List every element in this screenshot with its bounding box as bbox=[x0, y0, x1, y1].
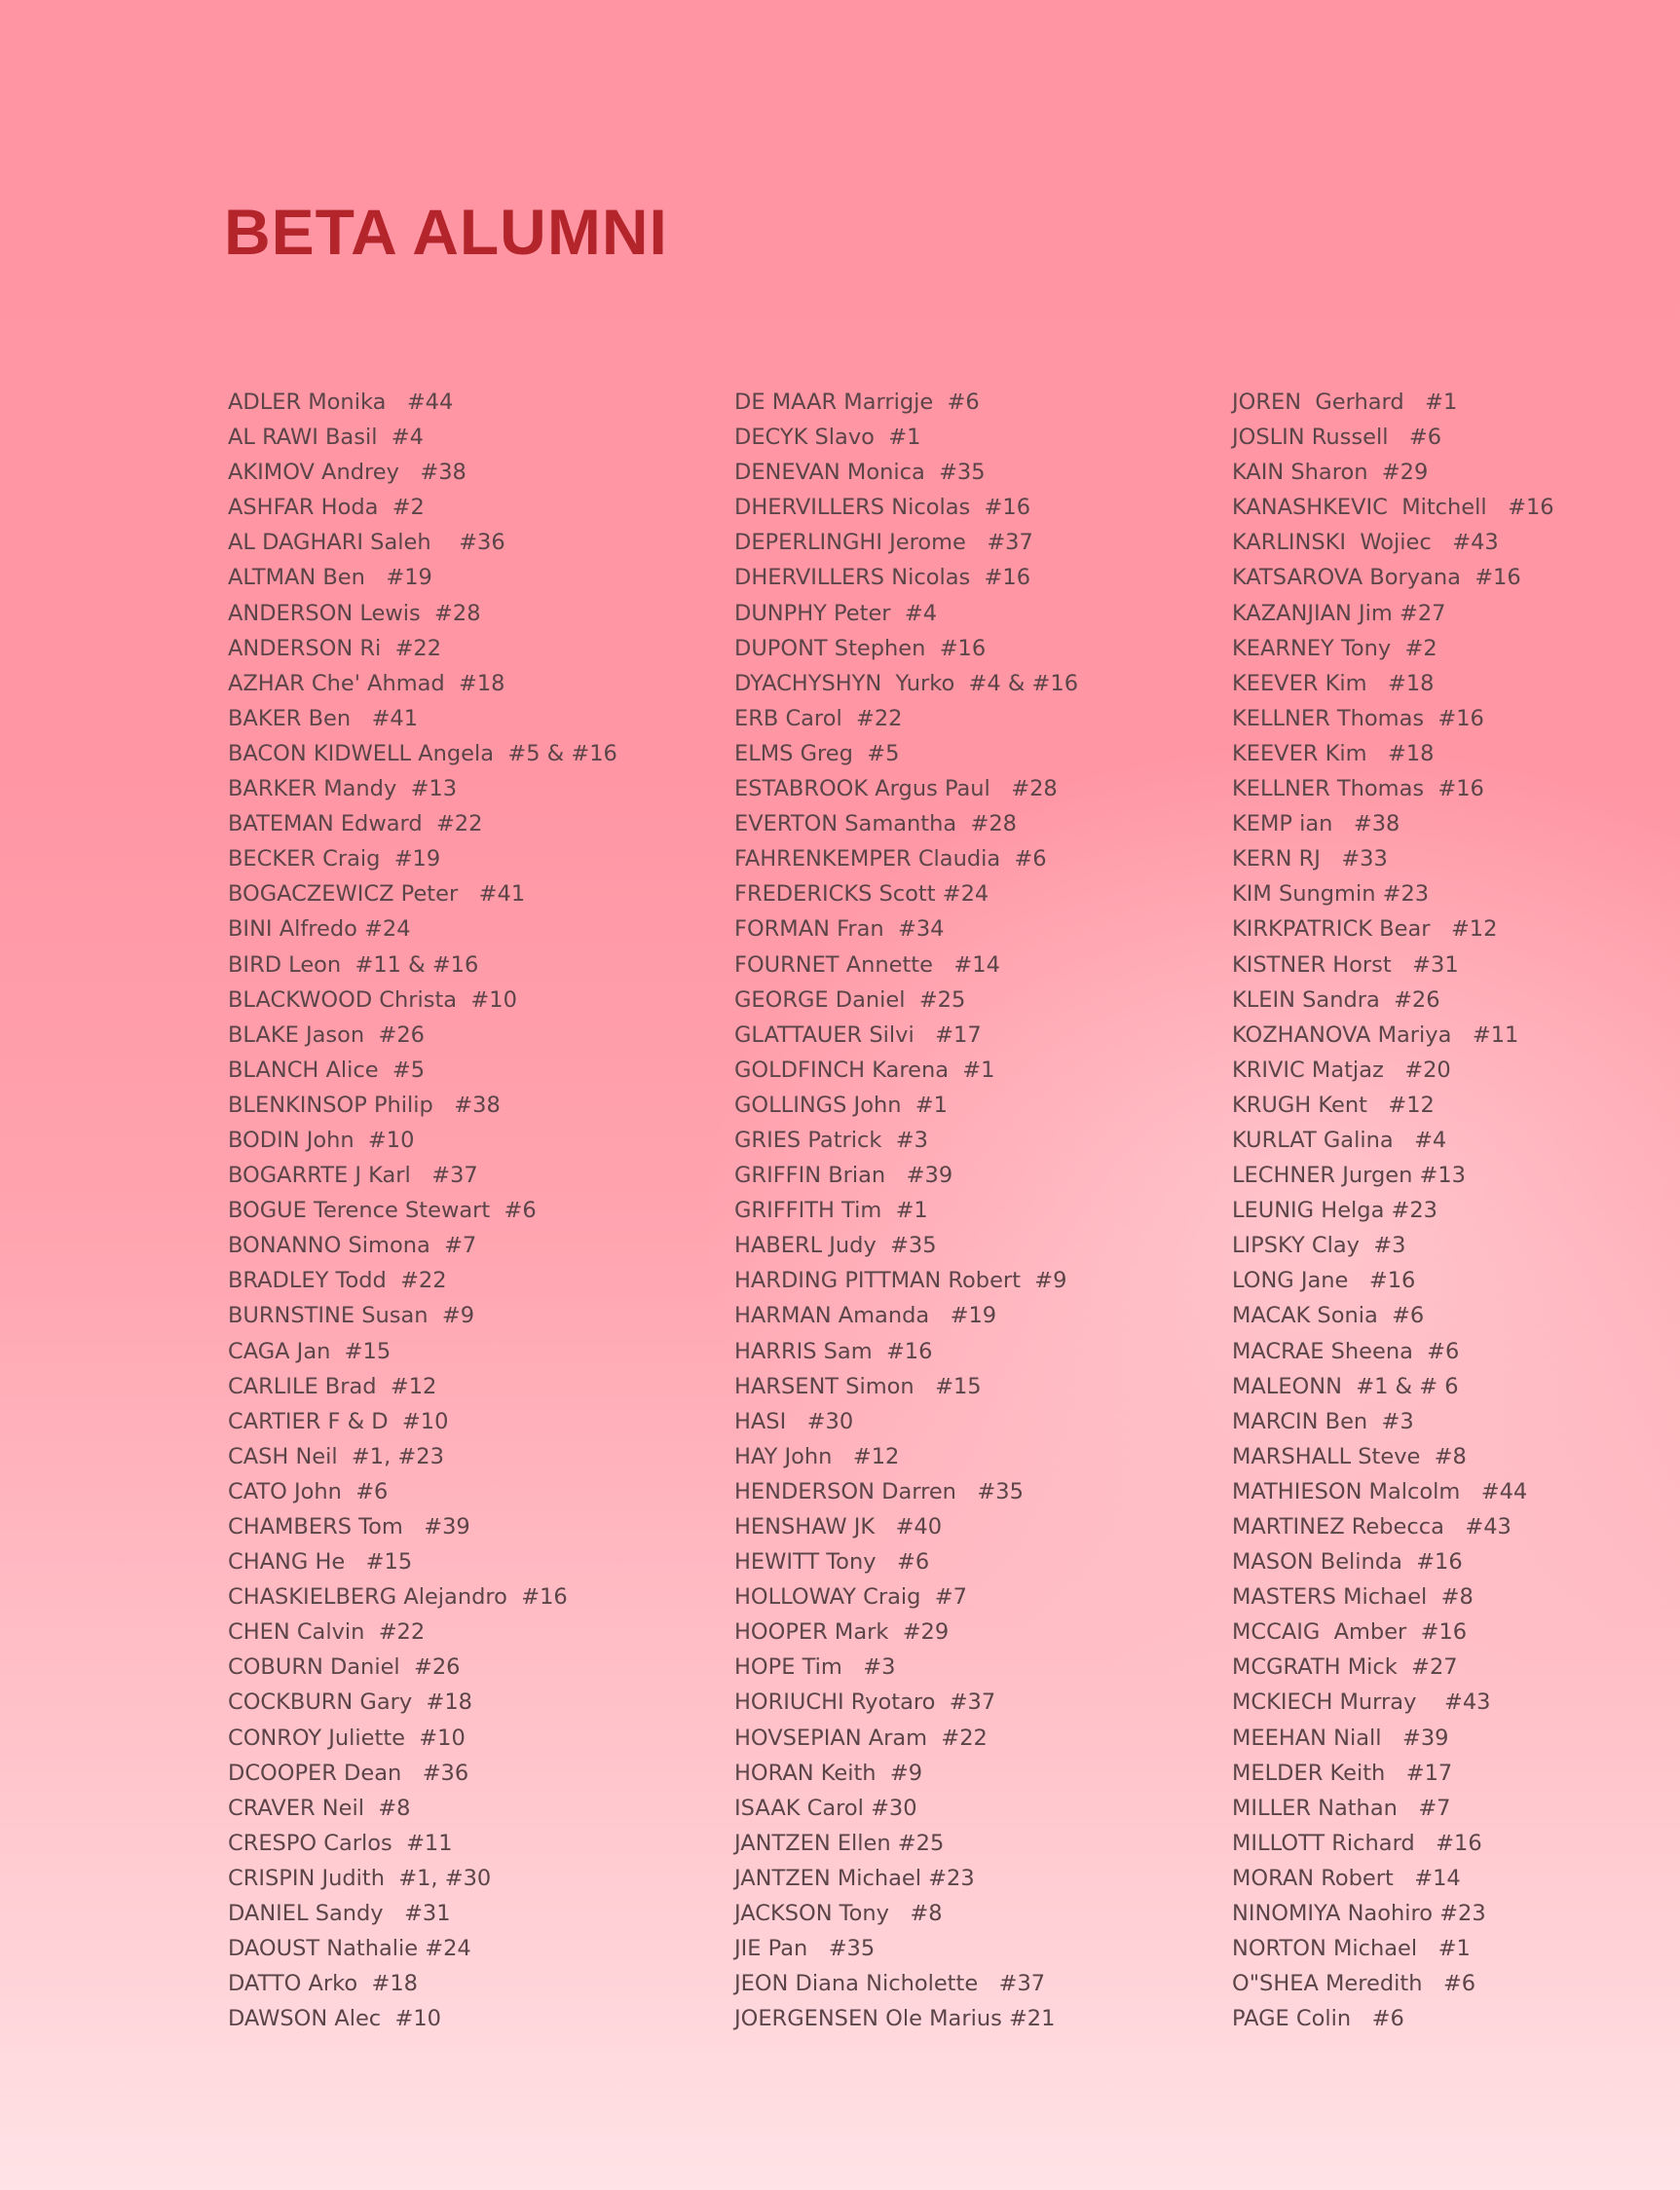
alumni-entry: MARSHALL Steve #8 bbox=[1232, 1443, 1467, 1469]
alumni-entry: BLAKE Jason #26 bbox=[228, 1021, 425, 1048]
alumni-entry: HORIUCHI Ryotaro #37 bbox=[734, 1689, 996, 1716]
alumni-entry: LEUNIG Helga #23 bbox=[1232, 1198, 1437, 1224]
alumni-entry: JIE Pan #35 bbox=[734, 1936, 876, 1962]
alumni-entry: MORAN Robert #14 bbox=[1232, 1865, 1461, 1891]
alumni-entry: JANTZEN Michael #23 bbox=[734, 1865, 975, 1891]
alumni-entry: KISTNER Horst #31 bbox=[1232, 951, 1459, 978]
alumni-entry: KEEVER Kim #18 bbox=[1232, 670, 1435, 696]
alumni-column-1 bbox=[228, 385, 617, 2036]
alumni-entry: KANASHKEVIC Mitchell #16 bbox=[1232, 495, 1554, 521]
alumni-entry: AZHAR Che' Ahmad #18 bbox=[228, 670, 505, 696]
alumni-entry: ERB Carol #22 bbox=[734, 705, 903, 731]
alumni-entry: KATSAROVA Boryana #16 bbox=[1232, 565, 1521, 591]
alumni-entry: DUNPHY Peter #4 bbox=[734, 600, 938, 626]
alumni-entry: CAGA Jan #15 bbox=[228, 1338, 392, 1364]
alumni-entry: BINI Alfredo #24 bbox=[228, 916, 411, 943]
alumni-entry: HOLLOWAY Craig #7 bbox=[734, 1584, 967, 1611]
alumni-entry: JOERGENSEN Ole Marius #21 bbox=[734, 2006, 1056, 2032]
alumni-entry: ASHFAR Hoda #2 bbox=[228, 495, 425, 521]
alumni-entry: KEMP ian #38 bbox=[1232, 811, 1400, 837]
alumni-entry: KARLINSKI Wojiec #43 bbox=[1232, 530, 1499, 556]
alumni-entry: KURLAT Galina #4 bbox=[1232, 1127, 1447, 1153]
alumni-entry: KRIVIC Matjaz #20 bbox=[1232, 1057, 1451, 1083]
alumni-entry: DAOUST Nathalie #24 bbox=[228, 1936, 471, 1962]
alumni-entry: GLATTAUER Silvi #17 bbox=[734, 1021, 982, 1048]
alumni-entry: DCOOPER Dean #36 bbox=[228, 1760, 469, 1786]
alumni-entry: GOLLINGS John #1 bbox=[734, 1092, 948, 1118]
alumni-entry: CHEN Calvin #22 bbox=[228, 1619, 426, 1646]
alumni-entry: KLEIN Sandra #26 bbox=[1232, 986, 1440, 1013]
alumni-entry: O"SHEA Meredith #6 bbox=[1232, 1971, 1476, 1997]
alumni-entry: DANIEL Sandy #31 bbox=[228, 1901, 451, 1927]
alumni-entry: GRIFFIN Brian #39 bbox=[734, 1163, 953, 1189]
alumni-entry: GOLDFINCH Karena #1 bbox=[734, 1057, 995, 1083]
alumni-entry: MASTERS Michael #8 bbox=[1232, 1584, 1474, 1611]
alumni-entry: FAHRENKEMPER Claudia #6 bbox=[734, 846, 1047, 872]
alumni-entry: GRIFFITH Tim #1 bbox=[734, 1198, 928, 1224]
alumni-entry: KAZANJIAN Jim #27 bbox=[1232, 600, 1446, 626]
alumni-entry: CHAMBERS Tom #39 bbox=[228, 1514, 470, 1540]
alumni-entry: BLANCH Alice #5 bbox=[228, 1057, 426, 1083]
alumni-entry: CONROY Juliette #10 bbox=[228, 1725, 466, 1751]
alumni-entry: KEEVER Kim #18 bbox=[1232, 740, 1435, 766]
alumni-entry: MASON Belinda #16 bbox=[1232, 1549, 1463, 1576]
alumni-entry: HORAN Keith #9 bbox=[734, 1760, 923, 1786]
alumni-entry: MELDER Keith #17 bbox=[1232, 1760, 1453, 1786]
alumni-entry: BAKER Ben #41 bbox=[228, 705, 419, 731]
alumni-entry: DENEVAN Monica #35 bbox=[734, 460, 986, 486]
alumni-entry: FOURNET Annette #14 bbox=[734, 951, 1000, 978]
alumni-entry: ISAAK Carol #30 bbox=[734, 1795, 917, 1821]
alumni-entry: ADLER Monika #44 bbox=[228, 390, 454, 415]
alumni-entry: BOGACZEWICZ Peter #41 bbox=[228, 881, 526, 908]
alumni-entry: HARRIS Sam #16 bbox=[734, 1338, 933, 1364]
alumni-entry: FORMAN Fran #34 bbox=[734, 916, 945, 943]
alumni-entry: CRAVER Neil #8 bbox=[228, 1795, 411, 1821]
alumni-entry: KIM Sungmin #23 bbox=[1232, 881, 1430, 908]
alumni-entry: DHERVILLERS Nicolas #16 bbox=[734, 565, 1031, 591]
alumni-entry: BOGARRTE J Karl #37 bbox=[228, 1163, 478, 1189]
alumni-entry: DECYK Slavo #1 bbox=[734, 425, 921, 451]
alumni-entry: BECKER Craig #19 bbox=[228, 846, 441, 872]
alumni-entry: AL DAGHARI Saleh #36 bbox=[228, 530, 505, 556]
alumni-entry: HARSENT Simon #15 bbox=[734, 1373, 982, 1399]
alumni-entry: COBURN Daniel #26 bbox=[228, 1654, 461, 1681]
alumni-entry: CARTIER F & D #10 bbox=[228, 1408, 449, 1434]
alumni-entry: MALEONN #1 & # 6 bbox=[1232, 1373, 1459, 1399]
alumni-entry: DUPONT Stephen #16 bbox=[734, 635, 987, 661]
alumni-entry: BOGUE Terence Stewart #6 bbox=[228, 1198, 537, 1224]
alumni-entry: HENSHAW JK #40 bbox=[734, 1514, 943, 1540]
alumni-entry: DAWSON Alec #10 bbox=[228, 2006, 441, 2032]
alumni-entry: DE MAAR Marrigje #6 bbox=[734, 390, 980, 415]
alumni-entry: MILLOTT Richard #16 bbox=[1232, 1830, 1482, 1856]
alumni-entry: BONANNO Simona #7 bbox=[228, 1233, 477, 1259]
alumni-entry: MACRAE Sheena #6 bbox=[1232, 1338, 1460, 1364]
alumni-entry: CASH Neil #1, #23 bbox=[228, 1443, 444, 1469]
alumni-entry: BODIN John #10 bbox=[228, 1127, 415, 1153]
alumni-entry: PAGE Colin #6 bbox=[1232, 2006, 1404, 2032]
alumni-entry: NORTON Michael #1 bbox=[1232, 1936, 1471, 1962]
alumni-entry: KELLNER Thomas #16 bbox=[1232, 705, 1484, 731]
alumni-entry: KRUGH Kent #12 bbox=[1232, 1092, 1435, 1118]
alumni-entry: JEON Diana Nicholette #37 bbox=[734, 1971, 1046, 1997]
alumni-entry: MILLER Nathan #7 bbox=[1232, 1795, 1451, 1821]
alumni-entry: CHANG He #15 bbox=[228, 1549, 413, 1576]
alumni-entry: NINOMIYA Naohiro #23 bbox=[1232, 1901, 1486, 1927]
alumni-entry: JACKSON Tony #8 bbox=[734, 1901, 943, 1927]
alumni-entry: MCKIECH Murray #43 bbox=[1232, 1689, 1491, 1716]
alumni-entry: JOREN Gerhard #1 bbox=[1232, 390, 1458, 415]
alumni-entry: JOSLIN Russell #6 bbox=[1232, 425, 1442, 451]
alumni-entry: BATEMAN Edward #22 bbox=[228, 811, 483, 837]
alumni-entry: HABERL Judy #35 bbox=[734, 1233, 937, 1259]
alumni-entry: ANDERSON Ri #22 bbox=[228, 635, 442, 661]
alumni-entry: COCKBURN Gary #18 bbox=[228, 1689, 472, 1716]
alumni-entry: DYACHYSHYN Yurko #4 & #16 bbox=[734, 670, 1079, 696]
alumni-entry: CATO John #6 bbox=[228, 1478, 389, 1504]
alumni-entry: CARLILE Brad #12 bbox=[228, 1373, 437, 1399]
alumni-entry: HENDERSON Darren #35 bbox=[734, 1478, 1024, 1504]
alumni-entry: DATTO Arko #18 bbox=[228, 1971, 418, 1997]
alumni-entry: ALTMAN Ben #19 bbox=[228, 565, 432, 591]
alumni-column-3 bbox=[1232, 385, 1554, 2036]
alumni-entry: HAY John #12 bbox=[734, 1443, 900, 1469]
alumni-entry: MARCIN Ben #3 bbox=[1232, 1408, 1414, 1434]
alumni-entry: DEPERLINGHI Jerome #37 bbox=[734, 530, 1033, 556]
alumni-entry: MACAK Sonia #6 bbox=[1232, 1303, 1425, 1329]
alumni-entry: AKIMOV Andrey #38 bbox=[228, 460, 467, 486]
alumni-entry: KAIN Sharon #29 bbox=[1232, 460, 1429, 486]
alumni-entry: KOZHANOVA Mariya #11 bbox=[1232, 1021, 1519, 1048]
alumni-entry: BLENKINSOP Philip #38 bbox=[228, 1092, 501, 1118]
alumni-entry: CRESPO Carlos #11 bbox=[228, 1830, 453, 1856]
alumni-entry: KELLNER Thomas #16 bbox=[1232, 776, 1484, 802]
alumni-entry: CHASKIELBERG Alejandro #16 bbox=[228, 1584, 568, 1611]
alumni-entry: MATHIESON Malcolm #44 bbox=[1232, 1478, 1528, 1504]
alumni-entry: AL RAWI Basil #4 bbox=[228, 425, 424, 451]
alumni-entry: HASI #30 bbox=[734, 1408, 854, 1434]
alumni-entry: GRIES Patrick #3 bbox=[734, 1127, 928, 1153]
alumni-entry: HARDING PITTMAN Robert #9 bbox=[734, 1268, 1067, 1294]
alumni-entry: LIPSKY Clay #3 bbox=[1232, 1233, 1406, 1259]
alumni-entry: HOPE Tim #3 bbox=[734, 1654, 896, 1681]
alumni-entry: ANDERSON Lewis #28 bbox=[228, 600, 481, 626]
alumni-entry: BRADLEY Todd #22 bbox=[228, 1268, 447, 1294]
alumni-entry: JANTZEN Ellen #25 bbox=[734, 1830, 945, 1856]
alumni-entry: KERN RJ #33 bbox=[1232, 846, 1388, 872]
alumni-column-2 bbox=[734, 385, 1078, 2036]
alumni-entry: HARMAN Amanda #19 bbox=[734, 1303, 997, 1329]
alumni-entry: GEORGE Daniel #25 bbox=[734, 986, 966, 1013]
alumni-entry: BURNSTINE Susan #9 bbox=[228, 1303, 475, 1329]
alumni-entry: KEARNEY Tony #2 bbox=[1232, 635, 1437, 661]
alumni-entry: FREDERICKS Scott #24 bbox=[734, 881, 989, 908]
alumni-entry: LECHNER Jurgen #13 bbox=[1232, 1163, 1466, 1189]
alumni-entry: ELMS Greg #5 bbox=[734, 740, 900, 766]
alumni-entry: EVERTON Samantha #28 bbox=[734, 811, 1017, 837]
alumni-entry: BACON KIDWELL Angela #5 & #16 bbox=[228, 740, 617, 766]
alumni-entry: BLACKWOOD Christa #10 bbox=[228, 986, 517, 1013]
alumni-entry: KIRKPATRICK Bear #12 bbox=[1232, 916, 1498, 943]
alumni-entry: ESTABROOK Argus Paul #28 bbox=[734, 776, 1058, 802]
alumni-entry: MCCAIG Amber #16 bbox=[1232, 1619, 1468, 1646]
alumni-entry: MARTINEZ Rebecca #43 bbox=[1232, 1514, 1512, 1540]
alumni-entry: LONG Jane #16 bbox=[1232, 1268, 1416, 1294]
alumni-entry: HOVSEPIAN Aram #22 bbox=[734, 1725, 988, 1751]
alumni-entry: HOOPER Mark #29 bbox=[734, 1619, 950, 1646]
page-title: BETA ALUMNI bbox=[224, 196, 668, 268]
alumni-entry: HEWITT Tony #6 bbox=[734, 1549, 930, 1576]
alumni-entry: BIRD Leon #11 & #16 bbox=[228, 951, 479, 978]
alumni-entry: BARKER Mandy #13 bbox=[228, 776, 458, 802]
alumni-entry: DHERVILLERS Nicolas #16 bbox=[734, 495, 1031, 521]
alumni-entry: CRISPIN Judith #1, #30 bbox=[228, 1865, 492, 1891]
alumni-entry: MEEHAN Niall #39 bbox=[1232, 1725, 1449, 1751]
alumni-entry: MCGRATH Mick #27 bbox=[1232, 1654, 1458, 1681]
